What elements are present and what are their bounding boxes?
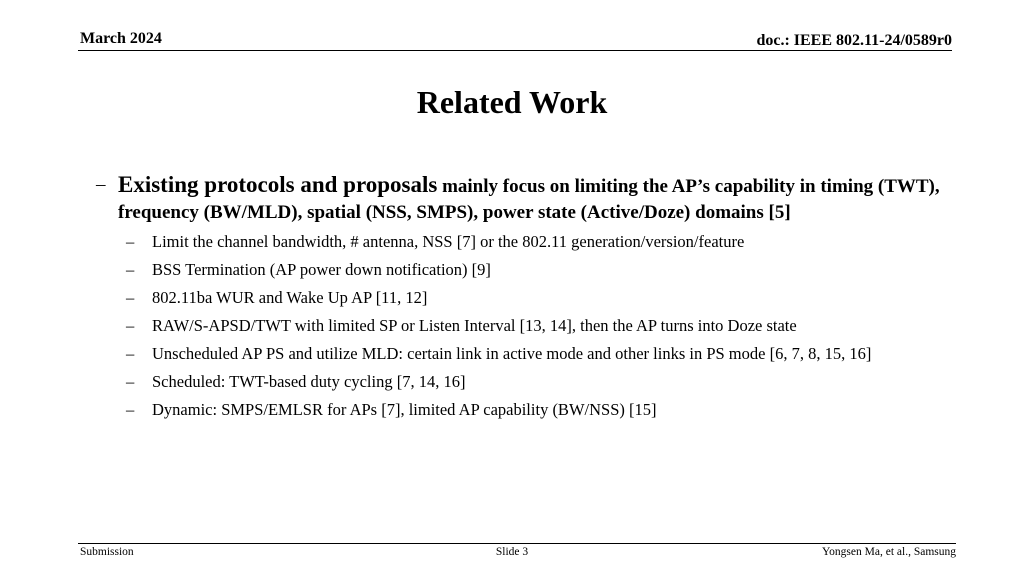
main-bullet-text: mainly focus on limiting the AP’s capability in timing (TWT), frequency (BW/MLD), spatial (NSS, SMPS), power state (Active/Doze) domains [5]: [118, 176, 940, 223]
sub-bullet-marker: –: [126, 288, 135, 307]
sub-bullet-list: [126, 231, 926, 421]
main-bullet: [96, 172, 946, 226]
bullet-marker: –: [96, 174, 106, 195]
sub-bullet-text: Limit the channel bandwidth, # antenna, NSS [7] or the 802.11 generation/version/feature: [152, 232, 745, 251]
slide-body: [96, 172, 946, 427]
slide-title: Related Work: [416, 84, 608, 120]
sub-bullet-marker: –: [126, 316, 135, 335]
footer-authors: Yongsen Ma, et al., Samsung: [822, 546, 956, 558]
sub-bullet: [126, 371, 926, 393]
sub-bullet-marker: –: [126, 232, 135, 251]
footer-divider: [78, 543, 956, 544]
sub-bullet-text: Unscheduled AP PS and utilize MLD: certain link in active mode and other links in PS mode [6, 7, 8, 15, 16]: [152, 344, 872, 363]
sub-bullet: [126, 343, 926, 365]
sub-bullet-text: Dynamic: SMPS/EMLSR for APs [7], limited AP capability (BW/NSS) [15]: [152, 400, 657, 419]
sub-bullet: [126, 315, 926, 337]
sub-bullet-text: BSS Termination (AP power down notification) [9]: [152, 260, 491, 279]
header-date: March 2024: [80, 30, 162, 47]
footer-slide-number: Slide 3: [495, 546, 529, 558]
footer-submission: Submission: [80, 546, 134, 558]
sub-bullet-text: Scheduled: TWT-based duty cycling [7, 14, 16]: [152, 372, 466, 391]
sub-bullet-marker: –: [126, 372, 135, 391]
sub-bullet-marker: –: [126, 260, 135, 279]
sub-bullet-marker: –: [126, 400, 135, 419]
sub-bullet: [126, 231, 926, 253]
header-divider: [78, 50, 952, 51]
sub-bullet: [126, 287, 926, 309]
sub-bullet-text: 802.11ba WUR and Wake Up AP [11, 12]: [152, 288, 428, 307]
sub-bullet-marker: –: [126, 344, 135, 363]
sub-bullet: [126, 259, 926, 281]
header-doc-id: doc.: IEEE 802.11-24/0589r0: [756, 32, 952, 49]
sub-bullet: [126, 399, 926, 421]
main-bullet-lead: Existing protocols and proposals: [118, 172, 438, 197]
sub-bullet-text: RAW/S-APSD/TWT with limited SP or Listen Interval [13, 14], then the AP turns into Doze state: [152, 316, 797, 335]
